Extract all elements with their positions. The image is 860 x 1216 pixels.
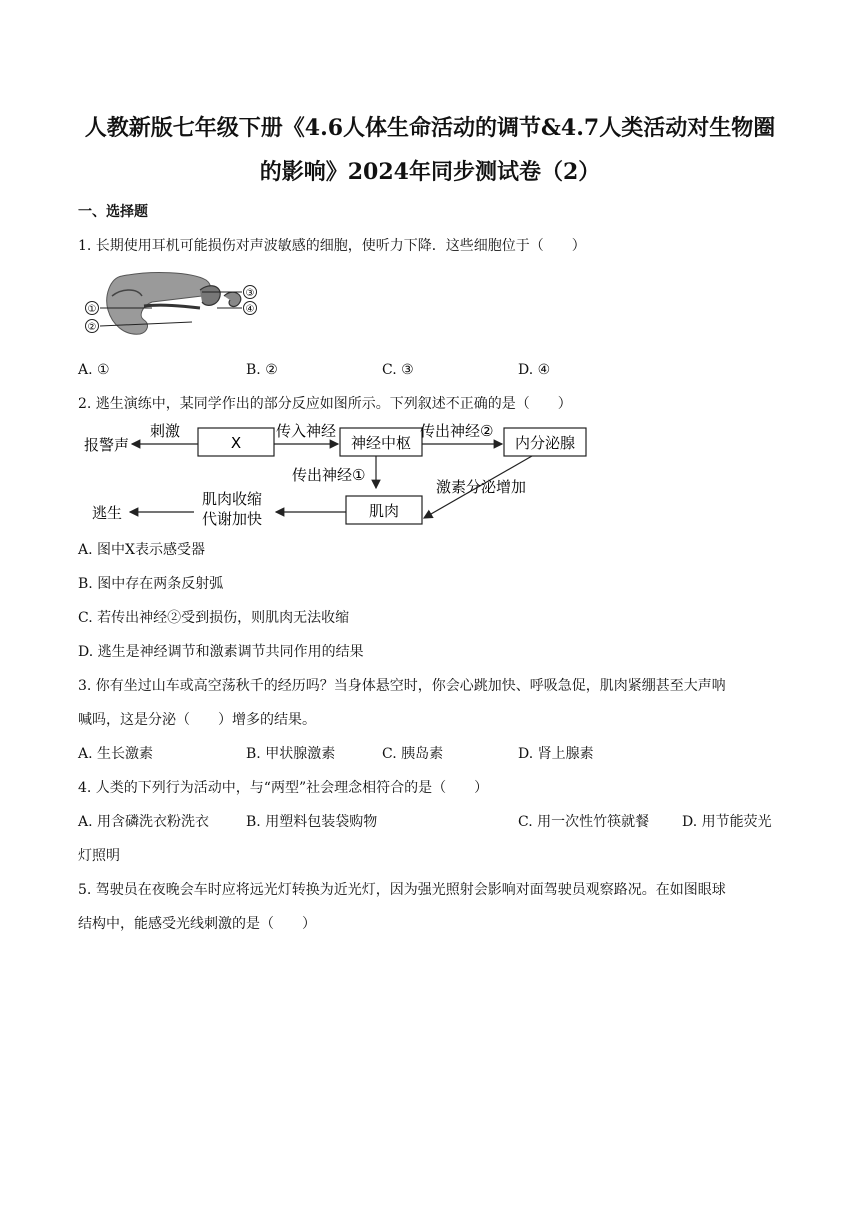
q1-ear-figure [82, 266, 272, 346]
q3-option-d: D. 肾上腺素 [518, 746, 594, 762]
q3-option-b: B. 甲状腺激素 [246, 746, 336, 762]
q1-option-b: B. ② [246, 362, 278, 378]
title-line-2: 的影响》2024年同步测试卷（2） [259, 159, 601, 185]
section-heading: 一、选择题 [78, 204, 148, 220]
ear-canal [144, 305, 200, 308]
fig-label-4: ④ [245, 304, 255, 315]
q4-option-d: D. 用节能荧光 [682, 814, 772, 830]
q1-option-d: D. ④ [518, 362, 551, 378]
ear-inner [200, 286, 220, 306]
q4-option-b: B. 用塑料包装袋购物 [246, 814, 378, 830]
diagram-muscle-label: 肌肉 [368, 502, 400, 520]
fig-label-1: ① [87, 304, 97, 315]
q2-flow-diagram [80, 418, 600, 536]
q1-option-c: C. ③ [382, 362, 414, 378]
diagram-efferent-1: 传出神经① [292, 466, 366, 484]
q4-option-a: A. 用含磷洗衣粉洗衣 [78, 814, 210, 830]
q1-option-a: A. ① [78, 362, 110, 378]
title-line-1: 人教新版七年级下册《4.6人体生命活动的调节&4.7人类活动对生物圈 [84, 115, 776, 141]
q3-stem-line-1: 3. 你有坐过山车或高空荡秋千的经历吗？当身体悬空时，你会心跳加快、呼吸急促，肌肉紧绷甚至大声呐 [78, 678, 726, 694]
q2-option-d: D. 逃生是神经调节和激素调节共同作用的结果 [78, 644, 364, 660]
diagram-hormone: 激素分泌增加 [436, 478, 527, 496]
diagram-x-label: X [230, 434, 242, 452]
diagram-gland-label: 内分泌腺 [514, 434, 576, 452]
q4-option-d-continued: 灯照明 [78, 848, 120, 864]
cochlea [224, 292, 241, 306]
diagram-contract-2: 代谢加快 [202, 510, 263, 528]
q2-stem: 2. 逃生演练中，某同学作出的部分反应如图所示。下列叙述不正确的是（ ） [78, 396, 572, 412]
diagram-contract-1: 肌肉收缩 [202, 490, 263, 508]
q3-option-a: A. 生长激素 [78, 746, 154, 762]
fig-label-3: ③ [245, 288, 255, 299]
q5-stem-line-2: 结构中，能感受光线刺激的是（ ） [78, 916, 316, 932]
q2-option-a: A. 图中X表示感受器 [78, 542, 205, 558]
diagram-center-label: 神经中枢 [350, 434, 412, 452]
q3-option-c: C. 胰岛素 [382, 746, 444, 762]
diagram-alarm: 报警声 [84, 436, 130, 454]
diagram-escape: 逃生 [92, 504, 123, 522]
q1-stem: 1. 长期使用耳机可能损伤对声波敏感的细胞，使听力下降．这些细胞位于（ ） [78, 238, 586, 254]
q4-stem: 4. 人类的下列行为活动中，与“两型”社会理念相符合的是（ ） [78, 780, 489, 796]
diagram-afferent: 传入神经 [276, 422, 337, 440]
q5-stem-line-1: 5. 驾驶员在夜晚会车时应将远光灯转换为近光灯，因为强光照射会影响对面驾驶员观察路况。在如图眼球 [78, 882, 726, 898]
q4-option-c: C. 用一次性竹筷就餐 [518, 814, 650, 830]
fig-label-2: ② [87, 322, 97, 333]
q2-option-c: C. 若传出神经②受到损伤，则肌肉无法收缩 [78, 610, 350, 626]
q3-stem-line-2: 喊吗，这是分泌（ ）增多的结果。 [78, 712, 316, 728]
diagram-efferent-2: 传出神经② [420, 422, 494, 440]
diagram-stimulus: 刺激 [150, 422, 181, 440]
q2-option-b: B. 图中存在两条反射弧 [78, 576, 224, 592]
